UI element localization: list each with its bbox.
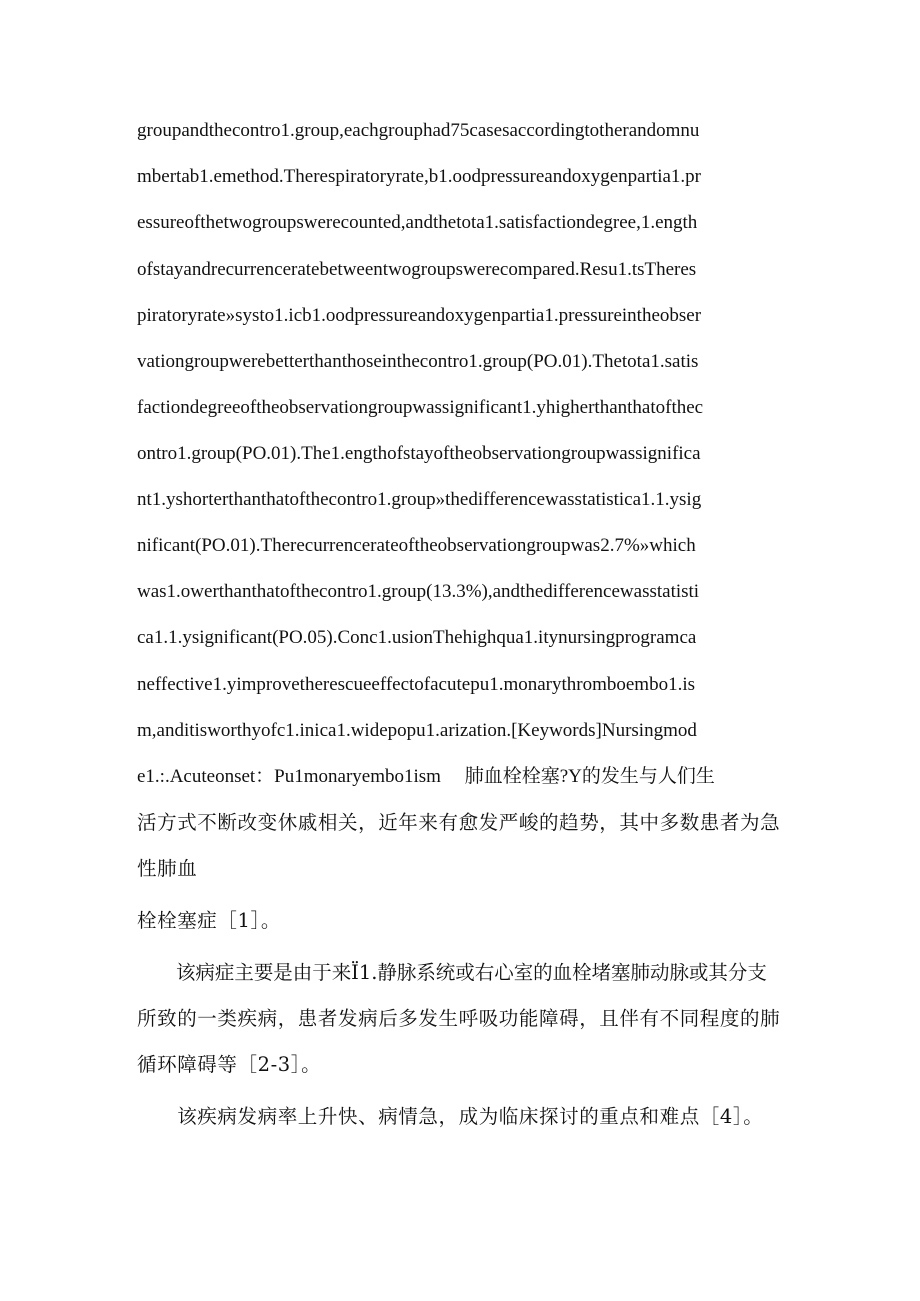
text-line: ca1.1.ysignificant(PO.05).Conc1.usionThehighqua1.itynursingprogramca: [137, 627, 697, 648]
text-line: ontro1.group(PO.01).The1.engthofstayoftheobservationgroupwassignifica: [137, 443, 701, 464]
text-line: essureofthetwogroupswerecounted,andthetota1.satisfactiondegree,1.ength: [137, 212, 698, 233]
text-line: nt1.yshorterthanthatofthecontro1.group»thedifferencewasstatistica1.1.ysig: [137, 489, 702, 510]
text-line: piratoryrate»systo1.icb1.oodpressureandoxygenpartia1.pressureintheobser: [137, 305, 702, 326]
text-line: 性肺血: [137, 857, 198, 880]
text-line: was1.owerthanthatofthecontro1.group(13.3%),andthedifferencewasstatisti: [137, 581, 700, 602]
text-line: factiondegreeoftheobservationgroupwassignificant1.yhigherthanthatofthec: [137, 397, 704, 418]
text-line: 所致的一类疾病，患者发病后多发生呼吸功能障碍，且伴有不同程度的肺: [137, 1007, 781, 1030]
text-line: neffective1.yimprovetherescueeffectofacutepu1.monarythromboembo1.is: [137, 674, 696, 695]
text-line: m,anditisworthyofc1.inica1.widepopu1.arization.[Keywords]Nursingmod: [137, 720, 697, 741]
text-line: 栓栓塞症［1］。: [137, 909, 281, 932]
text-line: 活方式不断改变休戚相关，近年来有愈发严峻的趋势，其中多数患者为急: [137, 811, 781, 834]
text-line: groupandthecontro1.group,eachgrouphad75casesaccordingtotherandomnu: [137, 120, 700, 141]
text-line: nificant(PO.01).Therecurrencerateoftheobservationgroupwas2.7%»which: [137, 535, 696, 556]
text-line: ofstayandrecurrenceratebetweentwogroupswerecompared.Resu1.tsTheres: [137, 259, 697, 280]
text-line: 该病症主要是由于来Ï1.静脉系统或右心室的血栓堵塞肺动脉或其分支: [137, 961, 767, 984]
text-line: 该疾病发病率上升快、病情急，成为临床探讨的重点和难点［4］。: [137, 1105, 764, 1128]
text-line: e1.:.Acuteonset：Pu1monaryembo1ism 肺血栓栓塞?Y的发生与人们生: [137, 766, 715, 787]
text-line: vationgroupwerebetterthanthoseinthecontro1.group(PO.01).Thetota1.satis: [137, 351, 699, 372]
text-line: 循环障碍等［2-3］。: [137, 1053, 322, 1076]
text-line: mbertab1.emethod.Therespiratoryrate,b1.oodpressureandoxygenpartia1.pr: [137, 166, 701, 187]
